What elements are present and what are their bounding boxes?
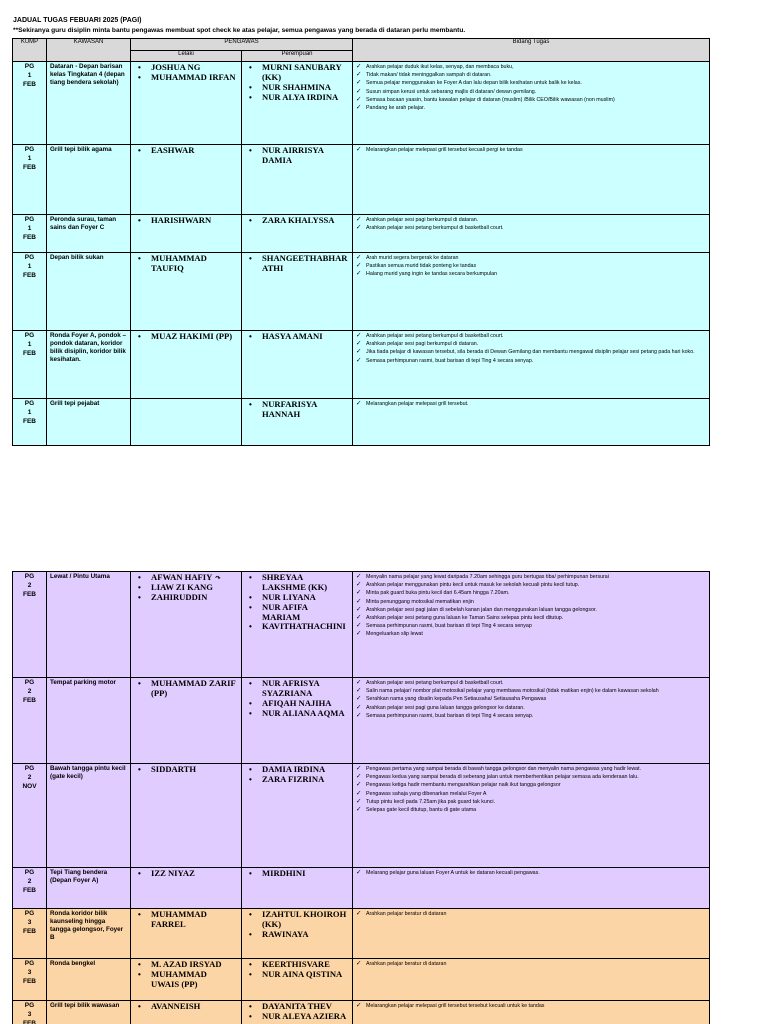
kump-cell: PG 3 FEB bbox=[13, 959, 47, 1001]
pengawas-name: • NUR AFRISYA bbox=[245, 679, 349, 689]
kawasan-cell: Ronda Foyer A, pondok –pondok dataran, koridor bilik disiplin, koridor bilik kesihatan. bbox=[47, 331, 131, 399]
tugas-item: ✓ Semasa perhimpunan rasmi, buat barisan di tepi Ting 4 secara senyap. bbox=[356, 712, 706, 720]
kawasan-cell: Grill tepi bilik agama bbox=[47, 145, 131, 215]
pengawas-name: • LIAW ZI KANG bbox=[134, 583, 238, 593]
tugas-item: ✓ Pengawas ketiga hadir membantu mengarahkan pelajar naik ikut tangga gelongsor bbox=[356, 781, 706, 789]
tugas-item: ✓ Arahkan pelajar sesi petang berkumpul di basketball court. bbox=[356, 224, 706, 232]
table-row bbox=[13, 1001, 710, 1024]
lelaki-cell bbox=[131, 909, 242, 959]
tugas-cell bbox=[353, 215, 710, 253]
pengawas-name: • DAMIA IRDINA bbox=[245, 765, 349, 775]
lelaki-cell bbox=[131, 959, 242, 1001]
kump-cell: PG 1 FEB bbox=[13, 331, 47, 399]
kawasan-cell: Dataran - Depan barisan kelas Tingkatan 4 (depan tiang bendera sekolah) bbox=[47, 62, 131, 145]
pengawas-name: • RAWINAYA bbox=[245, 930, 349, 940]
pengawas-name: • JOSHUA NG bbox=[134, 63, 238, 73]
pengawas-name: ATHI bbox=[262, 262, 284, 273]
kump-cell: PG 2 FEB bbox=[13, 678, 47, 764]
tugas-item: ✓ Semua pelajar menggunakan ke Foyer A dan lalu depan bilik kesihatan untuk balik ke kelas. bbox=[356, 79, 706, 87]
tugas-item: ✓ Melarangkan pelajar melepasi grill tersebut. bbox=[356, 400, 706, 408]
perempuan-cell bbox=[242, 253, 353, 331]
pengawas-name: • KEERTHISVARE bbox=[245, 960, 349, 970]
tugas-item: ✓ Arahkan pelajar sesi pagi guna laluan tangga gelongsor ke dataran. bbox=[356, 704, 706, 712]
tugas-item: ✓ Arahkan pelajar beratur di dataran bbox=[356, 910, 706, 918]
tugas-item: ✓ Tidak makan/ tidak meninggalkan sampah di dataran. bbox=[356, 71, 706, 79]
tugas-cell bbox=[353, 399, 710, 446]
kawasan-cell: Tempat parking motor bbox=[47, 678, 131, 764]
tugas-item: ✓ Semasa perhimpunan rasmi, buat barisan di tepi Ting 4 secara senyap bbox=[356, 622, 706, 630]
tugas-item: ✓ Mengeluarkan slip lewat bbox=[356, 630, 706, 638]
tugas-cell bbox=[353, 253, 710, 331]
tugas-item: ✓ Pengawas kedua yang sampai berada di seberang jalan untuk memberhentikan pelajar semasa ada kenderaan lalu. bbox=[356, 773, 706, 781]
table-row bbox=[13, 399, 710, 446]
tugas-cell bbox=[353, 909, 710, 959]
perempuan-cell bbox=[242, 572, 353, 678]
table-row bbox=[13, 62, 710, 145]
page-title: JADUAL TUGAS FEBUARI 2025 (PAGI) bbox=[13, 17, 142, 24]
kump-cell: PG 2 FEB bbox=[13, 868, 47, 909]
schedule-body-2 bbox=[13, 572, 710, 1024]
lelaki-cell bbox=[131, 215, 242, 253]
pengawas-name: (KK) bbox=[262, 918, 282, 929]
pengawas-name: • NUR ALIANA AQMA bbox=[245, 709, 349, 719]
lelaki-cell bbox=[131, 331, 242, 399]
pengawas-name: • NUR ALEYA AZIERA bbox=[245, 1012, 349, 1022]
kump-cell: PG 1 FEB bbox=[13, 253, 47, 331]
kump-cell: PG 2 NOV bbox=[13, 764, 47, 868]
lelaki-cell bbox=[131, 62, 242, 145]
header-pengawas: PENGAWAS bbox=[131, 39, 353, 51]
pengawas-name: DAMIA bbox=[262, 154, 293, 165]
tugas-item: ✓ Selepas gate kecil ditutup, bantu di gate utama bbox=[356, 806, 706, 814]
table-row bbox=[13, 215, 710, 253]
tugas-item: ✓ Salin nama pelajar/ nombor plat motosikal pelajar yang membawa motosikal (tidak matikan enjin) ke dalam kawasan sekolah bbox=[356, 687, 706, 695]
table-row bbox=[13, 145, 710, 215]
perempuan-cell bbox=[242, 764, 353, 868]
tugas-item: ✓ Semasa perhimpunan rasmi, buat barisan di tepi Ting 4 secara senyap. bbox=[356, 357, 706, 365]
perempuan-cell bbox=[242, 331, 353, 399]
tugas-cell bbox=[353, 959, 710, 1001]
pengawas-name: • NURFARISYA bbox=[245, 400, 349, 410]
lelaki-cell bbox=[131, 253, 242, 331]
tugas-item: ✓ Arahkan pelajar sesi pagi berkumpul di dataran. bbox=[356, 340, 706, 348]
pengawas-name: HANNAH bbox=[262, 408, 301, 419]
pengawas-name: TAUFIQ bbox=[151, 262, 184, 273]
header-lelaki: Lelaki bbox=[131, 51, 242, 62]
pengawas-name: ZARA FIZRINA bbox=[262, 773, 325, 784]
pengawas-name: • IZZ NIYAZ bbox=[134, 869, 238, 879]
kump-cell: PG 3 FEB bbox=[13, 909, 47, 959]
tugas-item: ✓ Arahkan pelajar sesi petang berkumpul di basketball court. bbox=[356, 679, 706, 687]
pengawas-name: • AFWAN HAFIY ↷ bbox=[134, 573, 238, 583]
kump-cell: PG 2 FEB bbox=[13, 572, 47, 678]
lelaki-cell bbox=[131, 399, 242, 446]
pengawas-name: • M. AZAD IRSYAD bbox=[134, 960, 238, 970]
kump-cell: PG 3 FEB bbox=[13, 1001, 47, 1024]
pengawas-name: • MURNI SANUBARY bbox=[245, 63, 349, 73]
kawasan-cell: Lewat / Pintu Utama bbox=[47, 572, 131, 678]
pengawas-name: • SHREYAA bbox=[245, 573, 349, 583]
kawasan-cell: Ronda bengkel bbox=[47, 959, 131, 1001]
kump-cell: PG 1 FEB bbox=[13, 399, 47, 446]
lelaki-cell bbox=[131, 1001, 242, 1024]
tugas-item: ✓ Arahkan pelajar sesi pagi jalan di sebelah kanan jalan dan menggunakan laluan tangga gelongsor. bbox=[356, 606, 706, 614]
kawasan-cell: Tepi Tiang bendera (Depan Foyer A) bbox=[47, 868, 131, 909]
tugas-item: ✓ Pastikan semua murid tidak ponteng ke tandas bbox=[356, 262, 706, 270]
pengawas-name: • MUHAMMAD bbox=[134, 910, 238, 920]
pengawas-name: • ZARA KHALYSSA bbox=[245, 216, 349, 226]
lelaki-cell bbox=[131, 145, 242, 215]
pengawas-name: • NUR ALYA IRDINA bbox=[245, 93, 349, 103]
tugas-item: ✓ Pengawas sahaja yang dibenarkan melalui Foyer A bbox=[356, 790, 706, 798]
tugas-item: ✓ Jika tiada pelajar di kawasan tersebut, sila berada di Dewan Gemilang dan membantu mengawal disiplin pelajar sesi petang pada hari koko. bbox=[356, 348, 706, 356]
kump-cell: PG 1 FEB bbox=[13, 145, 47, 215]
pengawas-name: • HARISHWARN bbox=[134, 216, 238, 226]
kawasan-cell: Bawah tangga pintu kecil (gate kecil) bbox=[47, 764, 131, 868]
pengawas-name: UWAIS (PP) bbox=[151, 978, 198, 989]
table-row bbox=[13, 678, 710, 764]
pengawas-name: • NUR SHAHMINA bbox=[245, 83, 349, 93]
pengawas-name: LAKSHME (KK) bbox=[262, 581, 328, 592]
schedule-body-1 bbox=[13, 62, 710, 446]
pengawas-name: (KK) bbox=[262, 71, 282, 82]
pengawas-name: • NUR AFIFA bbox=[245, 603, 349, 613]
pengawas-name: • MIRDHINI bbox=[245, 869, 349, 879]
table-row bbox=[13, 253, 710, 331]
perempuan-cell bbox=[242, 215, 353, 253]
pengawas-name: • HASYA AMANI bbox=[245, 332, 349, 342]
table-row bbox=[13, 331, 710, 399]
pengawas-name: • IZAHTUL KHOIROH bbox=[245, 910, 349, 920]
pengawas-name: • MUAZ HAKIMI (PP) bbox=[134, 332, 238, 342]
tugas-item: ✓ Menyalin nama pelajar yang lewat daripada 7.20am sehingga guru bertugas tiba/ perhimpunan bersurai bbox=[356, 573, 706, 581]
kawasan-cell: Peronda surau, taman sains dan Foyer C bbox=[47, 215, 131, 253]
tugas-item: ✓ Semasa bacaan yaasin, bantu kawalan pelajar di dataran (muslim) /Bilik CEO/Bilik wawasan (non muslim) bbox=[356, 96, 706, 104]
tugas-item: ✓ Melarangkan pelajar melepasi grill tersebut tersebut kecuali untuk ke tandas bbox=[356, 1002, 706, 1010]
lelaki-cell bbox=[131, 678, 242, 764]
kump-cell: PG 1 FEB bbox=[13, 62, 47, 145]
pengawas-name: FARREL bbox=[151, 918, 186, 929]
pengawas-name: • NUR LIYANA bbox=[245, 593, 349, 603]
pengawas-name: • DAYANITA THEV bbox=[245, 1002, 349, 1012]
tugas-item: ✓ Arahkan pelajar sesi petang berkumpul di basketball court. bbox=[356, 332, 706, 340]
lelaki-cell bbox=[131, 764, 242, 868]
header-bidang-tugas: Bidang Tugas bbox=[353, 39, 710, 62]
tugas-item: ✓ Serahkan nama yang disalin kepada Pen Setiausaha/ Setiausaha Pengawas bbox=[356, 695, 706, 703]
kawasan-cell: Ronda koridor bilik kaunseling hingga tangga gelongsor, Foyer B bbox=[47, 909, 131, 959]
tugas-item: ✓ Arahkan pelajar menggunakan pintu kecil untuk masuk ke sekolah kecuali pintu kecil tutup. bbox=[356, 581, 706, 589]
pengawas-name: • ZAHIRUDDIN bbox=[134, 593, 238, 603]
tugas-item: ✓ Arahkan pelajar sesi petang guna laluan ke Taman Sains selepas pintu kecil ditutup. bbox=[356, 614, 706, 622]
table-row bbox=[13, 909, 710, 959]
tugas-cell bbox=[353, 62, 710, 145]
header-kump: KUMP bbox=[13, 39, 47, 62]
schedule-table-2 bbox=[12, 571, 710, 1024]
perempuan-cell bbox=[242, 868, 353, 909]
schedule-table-1 bbox=[12, 38, 710, 446]
table-row bbox=[13, 764, 710, 868]
pengawas-name: MARIAM bbox=[262, 611, 301, 622]
table-row bbox=[13, 868, 710, 909]
pengawas-name: • MUHAMMAD ZARIF bbox=[134, 679, 238, 689]
header-perempuan: Perempuan bbox=[242, 51, 353, 62]
tugas-cell bbox=[353, 764, 710, 868]
kawasan-cell: Grill tepi pejabat bbox=[47, 399, 131, 446]
pengawas-name: EASHWAR bbox=[151, 145, 195, 155]
tugas-item: ✓ Arah murid segera bergerak ke dataran bbox=[356, 254, 706, 262]
pengawas-name: (PP) bbox=[151, 687, 168, 698]
tugas-cell bbox=[353, 678, 710, 764]
signature-mark-icon: ↷ bbox=[215, 576, 221, 582]
tugas-item: ✓ Arahkan pelajar beratur di dataran bbox=[356, 960, 706, 968]
perempuan-cell bbox=[242, 145, 353, 215]
pengawas-name: SYAZRIANA bbox=[262, 687, 313, 698]
pengawas-name: • NUR AINA QISTINA bbox=[245, 970, 349, 980]
tugas-item: ✓ Susun simpan kerusi untuk sebarang majlis di dataran/ dewan gemilang. bbox=[356, 88, 706, 96]
tugas-item: ✓ Pengawas pertama yang sampai berada di bawah tangga gelongsor dan menyalin nama pengawas yang hadir lewat. bbox=[356, 765, 706, 773]
pengawas-name: • SIDDARTH bbox=[134, 765, 238, 775]
pengawas-name: • NUR AIRRISYA bbox=[245, 146, 349, 156]
kump-cell: PG 1 FEB bbox=[13, 215, 47, 253]
pengawas-name: • AFIQAH NAJIHA bbox=[245, 699, 349, 709]
pengawas-name: • MUHAMMAD bbox=[134, 254, 238, 264]
tugas-item: ✓ Minta pak guard buka pintu kecil dari 6.45am hingga 7.20am. bbox=[356, 589, 706, 597]
pengawas-name: • SHANGEETHABHAR bbox=[245, 254, 349, 264]
tugas-cell bbox=[353, 145, 710, 215]
tugas-item: ✓ Minta penunggang motosikal mematikan enjin bbox=[356, 598, 706, 606]
tugas-cell bbox=[353, 1001, 710, 1024]
tugas-item: ✓ Melarangkan pelajar melepasi grill tersebut kecuali pergi ke tandas bbox=[356, 146, 706, 154]
tugas-item: ✓ Melarang pelajar guna laluan Foyer A untuk ke dataran kecuali pengawas. bbox=[356, 869, 706, 877]
perempuan-cell bbox=[242, 1001, 353, 1024]
tugas-cell bbox=[353, 331, 710, 399]
kawasan-cell: Depan bilik sukan bbox=[47, 253, 131, 331]
header-kawasan: KAWASAN bbox=[47, 39, 131, 62]
lelaki-cell bbox=[131, 868, 242, 909]
tugas-item: ✓ Arahkan pelajar duduk ikut kelas, senyap, dan membaca buku, bbox=[356, 63, 706, 71]
lelaki-cell bbox=[131, 572, 242, 678]
perempuan-cell bbox=[242, 62, 353, 145]
pengawas-name: • KAVITHATHACHINI bbox=[245, 622, 349, 632]
table-row bbox=[13, 572, 710, 678]
perempuan-cell bbox=[242, 678, 353, 764]
pengawas-name: • AVANNEISH bbox=[134, 1002, 238, 1012]
table-row bbox=[13, 959, 710, 1001]
perempuan-cell bbox=[242, 959, 353, 1001]
page-note: **Sekiranya guru disiplin minta bantu pengawas membuat spot check ke atas pelajar, semua pengawas yang berada di dataran perlu membantu. bbox=[13, 27, 466, 34]
tugas-item: ✓ Pandang ke arah pelajar. bbox=[356, 104, 706, 112]
tugas-cell bbox=[353, 572, 710, 678]
tugas-cell bbox=[353, 868, 710, 909]
perempuan-cell bbox=[242, 399, 353, 446]
pengawas-name: • MUHAMMAD IRFAN bbox=[134, 73, 238, 83]
perempuan-cell bbox=[242, 909, 353, 959]
tugas-item: ✓ Arahkan pelajar sesi pagi berkumpul di dataran. bbox=[356, 216, 706, 224]
pengawas-name: • MUHAMMAD bbox=[134, 970, 238, 980]
tugas-item: ✓ Halang murid yang ingin ke tandas secara berkumpulan bbox=[356, 270, 706, 278]
kawasan-cell: Grill tepi bilik wawasan bbox=[47, 1001, 131, 1024]
tugas-item: ✓ Tutup pintu kecil pada 7.25am jika pak guard tak kunci. bbox=[356, 798, 706, 806]
